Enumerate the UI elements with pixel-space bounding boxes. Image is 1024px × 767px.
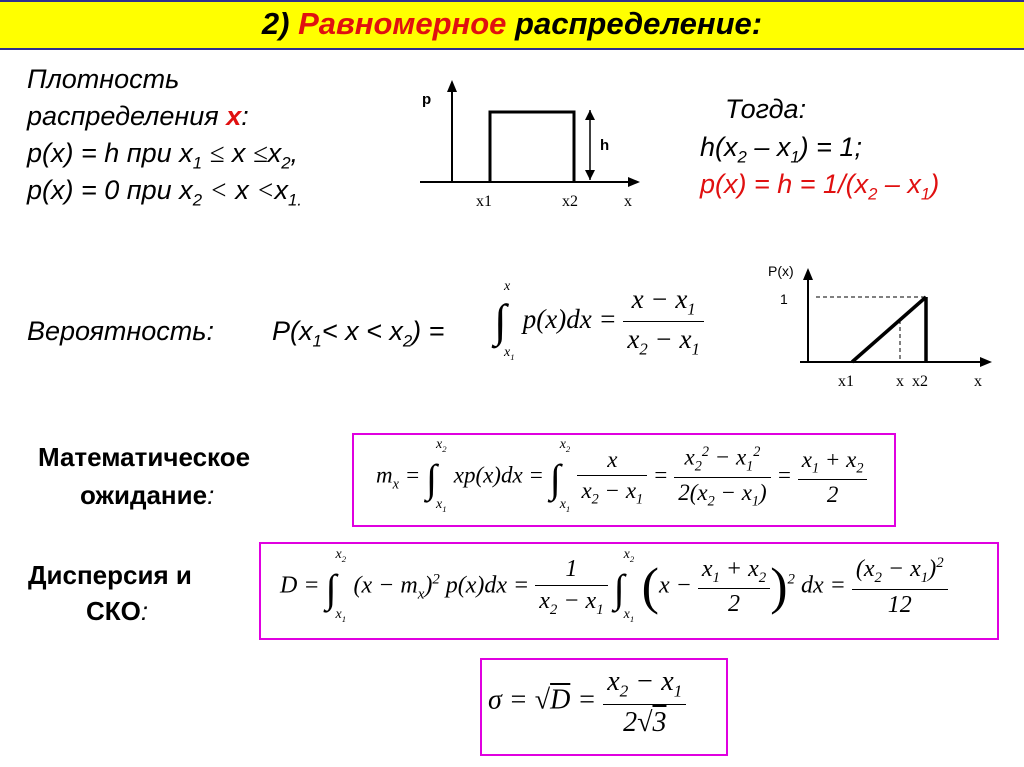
y-axis-arrow <box>447 80 457 92</box>
label-h: h <box>600 137 610 154</box>
density-line4: p(x) = 0 при $x_2 < x <x_{1.}$ <box>27 175 302 210</box>
then-eq1: $h(x_2 - x_1) = 1$; <box>700 132 862 167</box>
expectation-formula: $m_x$ = ∫ $x_2$ $x_1$ xp(x)dx = ∫ $x_2$ $x_1$ $\frac{x}{x_2 - x_1}$ = $\frac{x_2^2 - x_1^2}{2(x_2 - x_1)}$ = $\frac{x_1 + x_2}{2}$ <box>376 444 867 511</box>
dispersion-formula: D = ∫ $x_2$ $x_1$ $(x - m_x)^2$ p(x)dx = $\frac{1}{x_2 - x_1}$ ∫ $x_2$ $x_1$ (x − $\frac{x_1 + x_2}{2}$ )$^2$ dx = $\frac{(x_2 - x_1)^2}{12}$ <box>280 555 948 619</box>
then-eq2: $p(x) = h = 1/(x_2 - x_1)$ <box>700 169 940 204</box>
density-graph <box>410 80 650 210</box>
cdf-graph <box>760 262 1000 392</box>
slide-title: 2) Равномерное распределение: <box>261 6 763 41</box>
density-line1: Плотность <box>27 64 180 94</box>
probability-label: Вероятность: <box>27 316 214 346</box>
dispersion-line1: Дисперсия и <box>28 560 192 590</box>
then-label: Тогда: <box>725 94 807 124</box>
dispersion-line2: СКО: <box>86 596 149 626</box>
probability-formula: ∫ x $x_1$ p(x)dx = $\frac{x - x_1}{x_2 - x_1}$ <box>494 284 704 360</box>
sigma-formula: σ = √D = $\frac{x_2 - x_1}{2√3}$ <box>488 666 686 739</box>
label-x2: x2 <box>562 193 578 210</box>
cdf-line <box>852 297 926 362</box>
expectation-line2: ожидание: <box>80 480 215 510</box>
label-one: 1 <box>780 291 788 307</box>
label-p: p <box>422 91 432 108</box>
label-x1: x1 <box>838 373 854 390</box>
label-Px: P(x) <box>768 263 794 279</box>
label-x: x <box>624 193 632 210</box>
probability-expr: $P(x_1< x < x_2)$ = <box>272 316 445 351</box>
label-x1: x1 <box>476 193 492 210</box>
label-x2: x2 <box>912 373 928 390</box>
label-x-axis: x <box>974 373 982 390</box>
label-x-mid: x <box>896 373 904 390</box>
uniform-rect <box>490 112 574 182</box>
expectation-line1: Математическое <box>38 442 251 472</box>
x-axis-arrow <box>628 177 640 187</box>
density-line3: p(x) = h при $x_1 \le x \le x_2$, <box>27 138 299 173</box>
density-line2: распределения x: <box>27 101 249 131</box>
